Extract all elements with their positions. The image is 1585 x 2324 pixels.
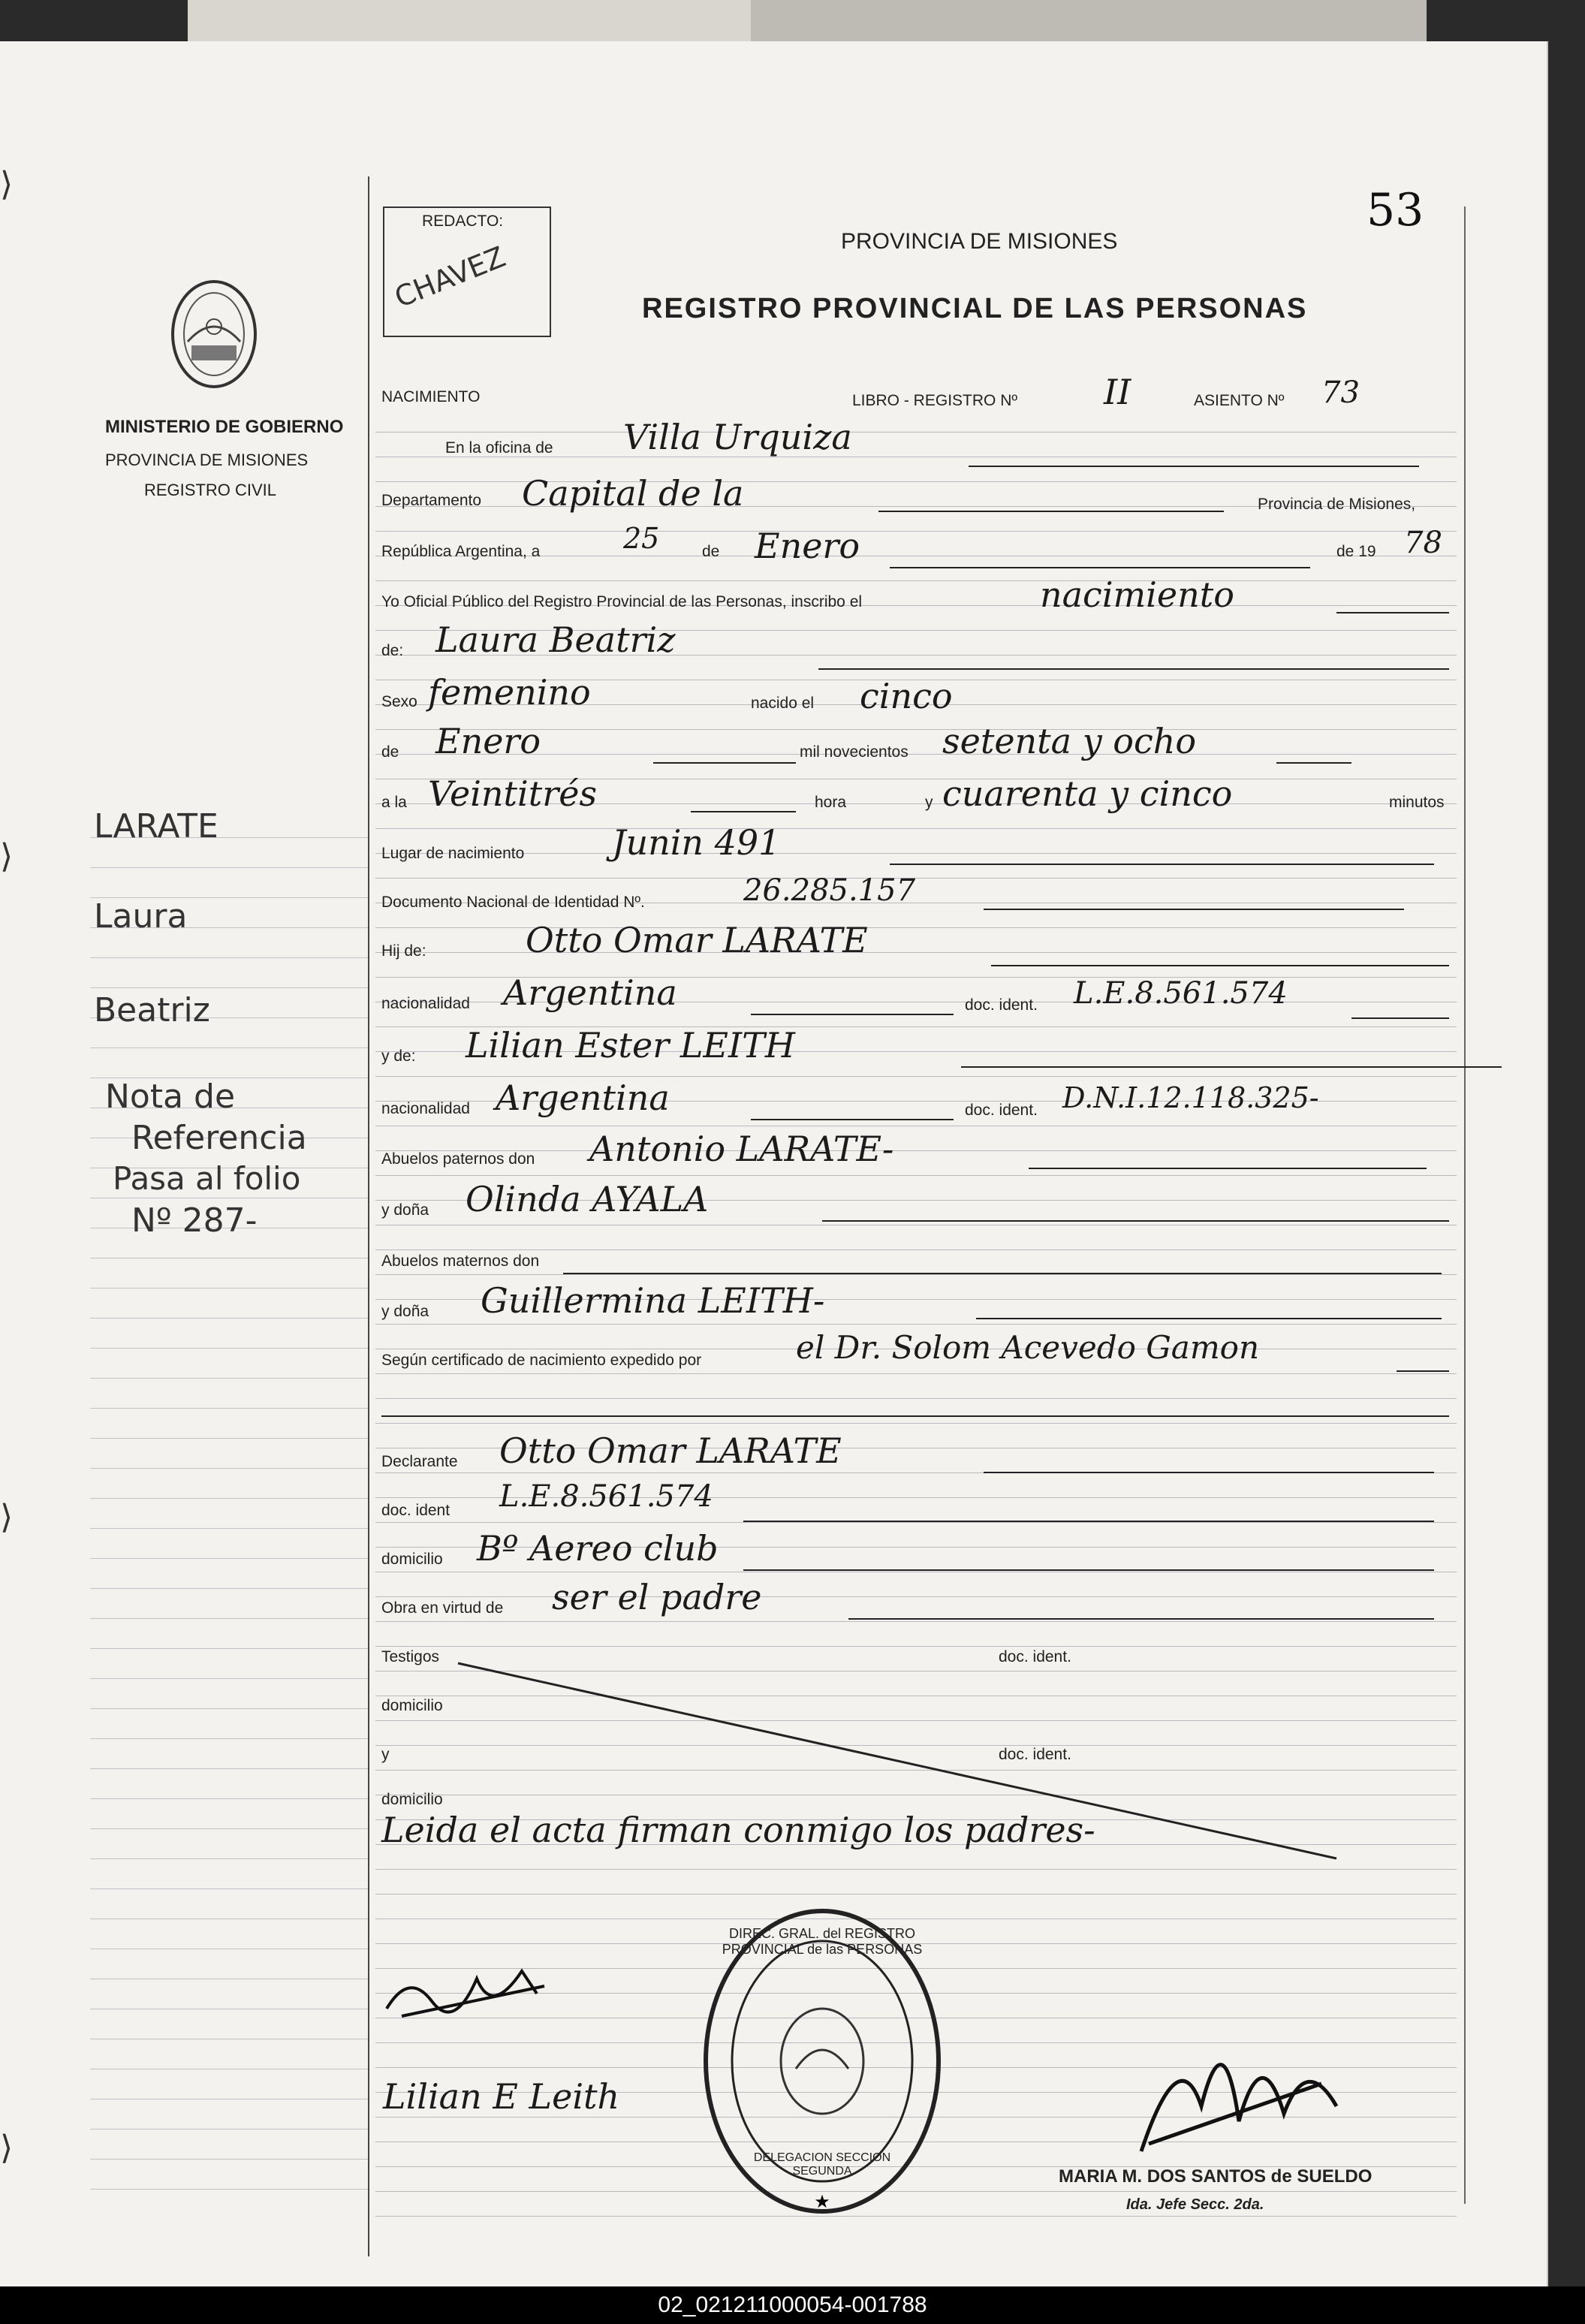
madre-value: Lilian Ester LEITH	[466, 1025, 795, 1066]
dni-label: Documento Nacional de Identidad Nº.	[381, 894, 645, 911]
testigos-label: Testigos	[381, 1648, 440, 1665]
de3-label: de	[381, 743, 399, 761]
binder-mark: ⟩	[0, 1499, 14, 1536]
mes-value: Enero	[755, 526, 860, 566]
doc-declarante-value: L.E.8.561.574	[499, 1479, 713, 1514]
lugar-label: Lugar de nacimiento	[381, 845, 525, 862]
dia-value: 25	[623, 522, 660, 555]
officer-title: Ida. Jefe Secc. 2da.	[1126, 2196, 1264, 2213]
hora-label: hora	[815, 794, 847, 811]
inscribo-label: Yo Oficial Público del Registro Provincial de las Personas, inscribo el	[381, 593, 863, 610]
svg-text:★: ★	[814, 2192, 830, 2212]
milnov-label: mil novecientos	[800, 743, 909, 761]
binder-mark: ⟩	[0, 2130, 14, 2166]
anio-value: 78	[1404, 526, 1442, 560]
document-page	[0, 41, 1548, 2286]
margin-note3: Pasa al folio	[113, 1160, 301, 1197]
domicilio-value: Bº Aereo club	[477, 1528, 719, 1569]
libro-label: LIBRO - REGISTRO Nº	[852, 392, 1018, 409]
stamp-inner-text: DELEGACION SECCION SEGUNDA	[753, 2151, 891, 2178]
signature-mother: Lilian E Leith	[383, 2076, 620, 2117]
provincia-label: Provincia de Misiones,	[1258, 496, 1416, 513]
certificado-value: el Dr. Solom Acevedo Gamon	[796, 1329, 1259, 1366]
page-number: 53	[1367, 184, 1424, 237]
civil-registry: REGISTRO CIVIL	[144, 481, 277, 499]
official-stamp	[698, 1904, 946, 2219]
province-title: PROVINCIA DE MISIONES	[841, 229, 1118, 254]
nac-padre-label: nacionalidad	[381, 995, 470, 1012]
oficina-value: Villa Urquiza	[623, 417, 852, 457]
nombre-value: Laura Beatriz	[435, 619, 676, 660]
signature-father	[379, 1949, 559, 2042]
margin-surname: LARATE	[94, 807, 218, 846]
hijo-label: Hij de:	[381, 942, 426, 960]
padre-value: Otto Omar LARATE	[526, 920, 868, 960]
abuelos-mat-label: Abuelos maternos don	[381, 1252, 540, 1270]
sexo-label: Sexo	[381, 693, 417, 710]
leida-value: Leida el acta firman conmigo los padres-	[381, 1810, 1095, 1850]
yde-label: y de:	[381, 1047, 416, 1065]
doc-madre-label: doc. ident.	[965, 1102, 1038, 1119]
ydona-mat-label: y doña	[381, 1303, 429, 1320]
margin-name2: Beatriz	[94, 991, 210, 1029]
abuelo-pat-value: Antonio LARATE-	[589, 1129, 894, 1169]
nacido-value: cinco	[860, 676, 953, 716]
abuelos-pat-label: Abuelos paternos don	[381, 1150, 535, 1168]
nac-padre-value: Argentina	[503, 972, 677, 1013]
margin-note4: Nº 287-	[131, 1201, 258, 1240]
ministry-name: MINISTERIO DE GOBIERNO	[105, 417, 344, 437]
inscribo-value: nacimiento	[1040, 574, 1234, 615]
ydona-pat-label: y doña	[381, 1201, 429, 1219]
sexo-value: femenino	[428, 672, 591, 713]
docident4-label: doc. ident.	[999, 1746, 1071, 1763]
asiento-label: ASIENTO Nº	[1194, 392, 1285, 409]
hora-value: Veintitrés	[428, 773, 598, 814]
declarante-value: Otto Omar LARATE	[499, 1430, 842, 1471]
abuela-pat-value: Olinda AYALA	[466, 1179, 709, 1219]
officer-name: MARIA M. DOS SANTOS de SUELDO	[1059, 2166, 1373, 2187]
stamp-outer-text: DIREC. GRAL. del REGISTRO PROVINCIAL de las PERSONAS	[722, 1926, 923, 1957]
domicilio2-label: domicilio	[381, 1697, 443, 1714]
oficina-label: En la oficina de	[445, 439, 553, 457]
dni-value: 26.285.157	[743, 873, 916, 908]
de-label: de	[702, 543, 720, 560]
certificado-label: Según certificado de nacimiento expedido por	[381, 1352, 702, 1369]
footer-code: 02_021211000054-001788	[0, 2286, 1585, 2324]
departamento-value: Capital de la	[522, 473, 744, 514]
minutos-value: cuarenta y cinco	[942, 773, 1233, 814]
binder-mark: ⟩	[0, 166, 14, 203]
republica-label: República Argentina, a	[381, 543, 541, 560]
obra-value: ser el padre	[552, 1577, 762, 1617]
nac-madre-value: Argentina	[496, 1078, 670, 1118]
anio-label: de 19	[1336, 543, 1376, 560]
de2-label: de:	[381, 642, 404, 659]
obra-label: Obra en virtud de	[381, 1599, 504, 1617]
docident3-label: doc. ident.	[999, 1648, 1071, 1665]
margin-name1: Laura	[94, 897, 188, 936]
domicilio3-label: domicilio	[381, 1791, 443, 1808]
doc-padre-value: L.E.8.561.574	[1074, 976, 1288, 1011]
registry-title: REGISTRO PROVINCIAL DE LAS PERSONAS	[642, 293, 1308, 324]
ministry-province: PROVINCIA DE MISIONES	[105, 451, 309, 469]
minutos-label: minutos	[1389, 794, 1445, 811]
abuela-mat-value: Guillermina LEITH-	[481, 1280, 825, 1321]
binder-mark: ⟩	[0, 838, 14, 875]
margin-note1: Nota de	[105, 1078, 236, 1116]
alas-label: a la	[381, 794, 407, 811]
mes2-value: Enero	[435, 721, 541, 761]
y-label: y	[925, 794, 933, 811]
doc-padre-label: doc. ident.	[965, 996, 1038, 1014]
y2-label: y	[381, 1746, 390, 1763]
domicilio-label: domicilio	[381, 1551, 443, 1568]
libro-value: II	[1104, 372, 1131, 412]
lugar-value: Junin 491	[612, 822, 781, 863]
declarante-label: Declarante	[381, 1453, 458, 1470]
record-type: NACIMIENTO	[381, 388, 481, 405]
departamento-label: Departamento	[381, 492, 482, 509]
doc-madre-value: D.N.I.12.118.325-	[1062, 1081, 1319, 1114]
margin-note2: Referencia	[131, 1119, 307, 1157]
asiento-value: 73	[1321, 375, 1360, 410]
redacto-value: CHAVEZ	[390, 240, 511, 315]
nac-madre-label: nacionalidad	[381, 1100, 470, 1117]
signature-officer	[1111, 1994, 1351, 2178]
redacto-label: REDACTO:	[422, 213, 504, 230]
docident2-label: doc. ident	[381, 1502, 450, 1519]
milnov-value: setenta y ocho	[942, 721, 1197, 761]
nacido-label: nacido el	[751, 695, 815, 712]
